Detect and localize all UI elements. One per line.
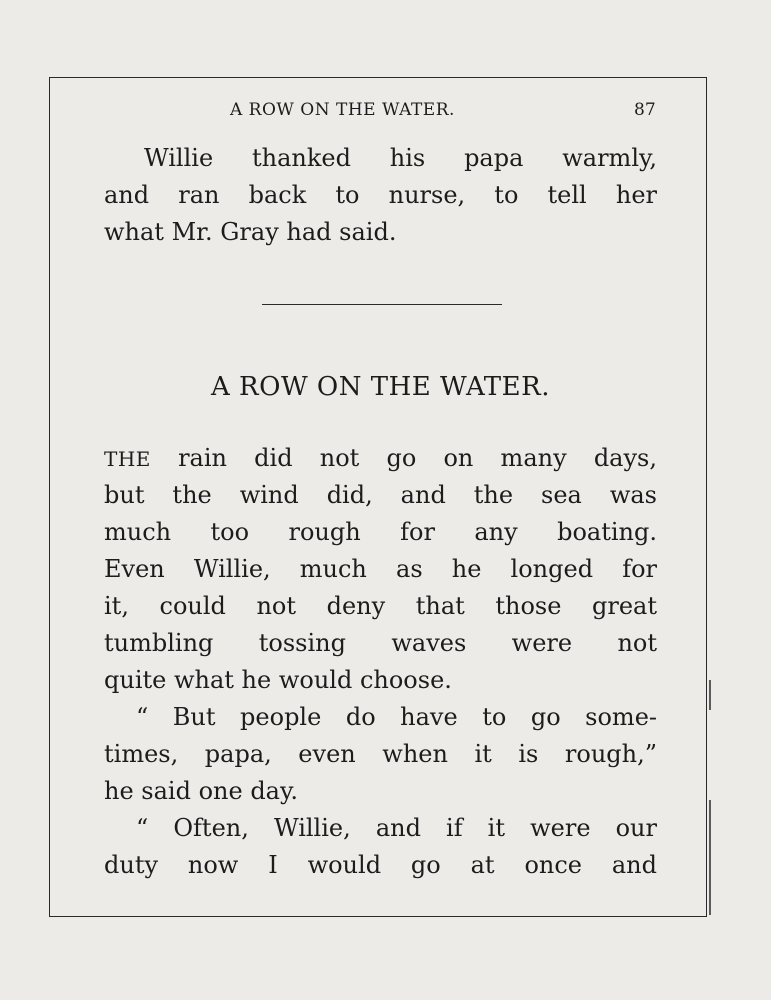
chapter-title: A ROW ON THE WATER. xyxy=(211,372,550,402)
paragraph-line: it, could not deny that those great xyxy=(104,592,657,620)
running-head: A ROW ON THE WATER. xyxy=(230,100,455,120)
section-divider xyxy=(262,304,502,305)
paragraph-line: tumbling tossing waves were not xyxy=(104,629,657,657)
paragraph-line: Even Willie, much as he longed for xyxy=(104,555,657,583)
paragraph-line: “ But people do have to go some- xyxy=(136,703,657,731)
paragraph-line xyxy=(104,440,657,477)
opening-word: THE xyxy=(104,447,151,471)
paragraph-line: and ran back to nurse, to tell her xyxy=(104,181,657,209)
paragraph-line: what Mr. Gray had said. xyxy=(104,218,397,246)
print-edge-mark xyxy=(709,680,711,710)
paragraph-line: “ Often, Willie, and if it were our xyxy=(136,814,657,842)
paragraph-line: times, papa, even when it is rough,” xyxy=(104,740,657,768)
paragraph-line: duty now I would go at once and xyxy=(104,851,657,879)
top-paragraph xyxy=(104,140,657,251)
paragraph-line: much too rough for any boating. xyxy=(104,518,657,546)
chapter-body xyxy=(104,440,657,884)
paragraph-line: but the wind did, and the sea was xyxy=(104,481,657,509)
page-number: 87 xyxy=(634,100,656,120)
paragraph-line: Willie thanked his papa warmly, xyxy=(144,144,657,172)
print-edge-mark xyxy=(709,800,711,915)
paragraph-line: he said one day. xyxy=(104,777,298,805)
opening-line-text: rain did not go on many days, xyxy=(150,444,657,472)
paragraph-line: quite what he would choose. xyxy=(104,666,452,694)
